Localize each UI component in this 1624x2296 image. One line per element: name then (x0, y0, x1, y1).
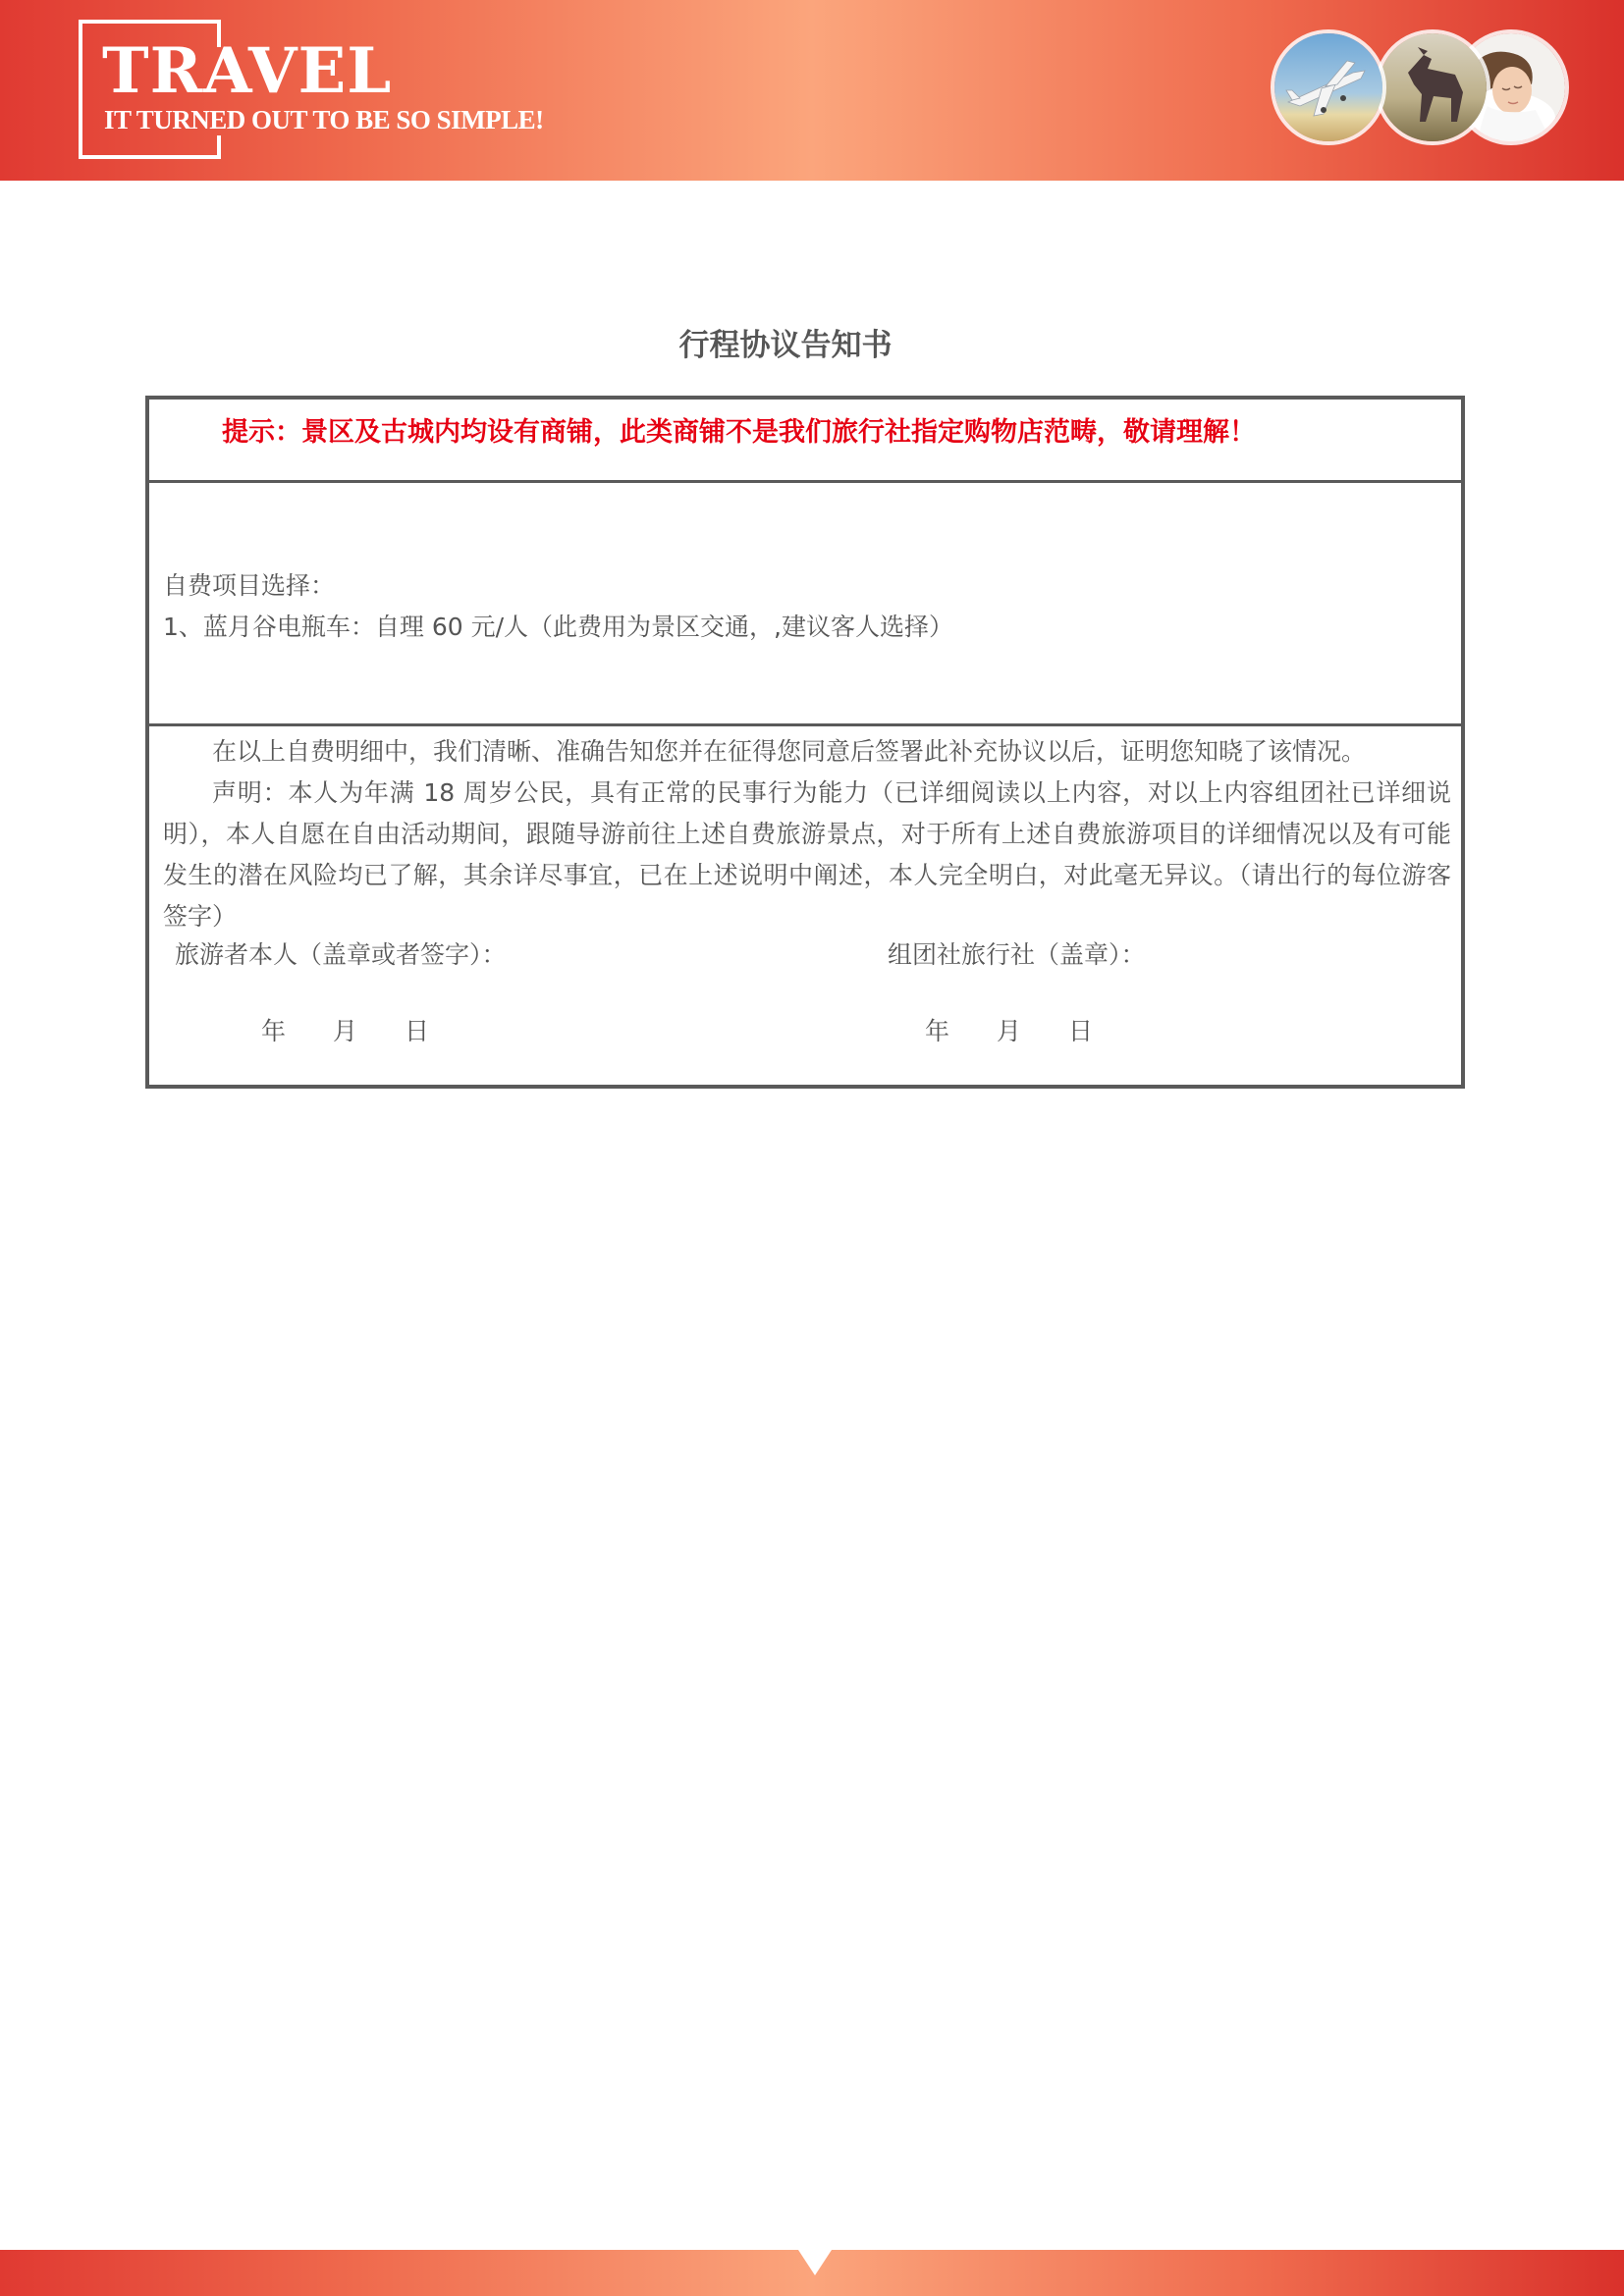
footer-notch (798, 2250, 832, 2275)
date-day: 日 (405, 1017, 430, 1045)
optional-fee-item: 1、蓝月谷电瓶车：自理 60 元/人（此费用为景区交通，,建议客人选择） (163, 613, 953, 641)
agency-date (925, 1012, 1140, 1051)
tourist-signature-label: 旅游者本人（盖章或者签字）： (175, 940, 507, 969)
acknowledgement-paragraph: 在以上自费明细中，我们清晰、准确告知您并在征得您同意后签署此补充协议以后，证明您知晓了该情况。 (212, 737, 1367, 766)
tourist-date (261, 1012, 476, 1051)
logo-title: TRAVEL (102, 34, 393, 108)
agency-signature-label: 组团社旅行社（盖章）： (888, 940, 1146, 969)
row-divider (149, 480, 1461, 483)
date-month: 月 (333, 1017, 358, 1045)
shopping-notice: 提示：景区及古城内均设有商铺，此类商铺不是我们旅行社指定购物店范畴，敬请理解！ (222, 417, 1256, 448)
agreement-table (145, 396, 1465, 1089)
row-divider (149, 723, 1461, 726)
declaration-paragraph: 声明：本人为年满 18 周岁公民，具有正常的民事行为能力（已详细阅读以上内容，对以上内容组团社已详细说明），本人自愿在自由活动期间，跟随导游前往上述自费旅游景点，对于所有上述自费旅游项目的详细情况以及有可能发生的潜在风险均已了解，其余详尽事宜，已在上述说明中阐述，本人完全明白，对此毫无异议。（请出行的每位游客签字） (163, 778, 1451, 931)
date-month: 月 (997, 1017, 1022, 1045)
logo-tagline: IT TURNED OUT TO BE SO SIMPLE! (104, 105, 544, 134)
horse-photo (1375, 29, 1490, 145)
header-banner (0, 0, 1624, 181)
page-title: 行程协议告知书 (678, 328, 893, 363)
optional-fee-heading: 自费项目选择： (163, 571, 336, 600)
date-year: 年 (261, 1017, 287, 1045)
date-day: 日 (1068, 1017, 1094, 1045)
date-year: 年 (925, 1017, 950, 1045)
airplane-photo (1271, 29, 1386, 145)
